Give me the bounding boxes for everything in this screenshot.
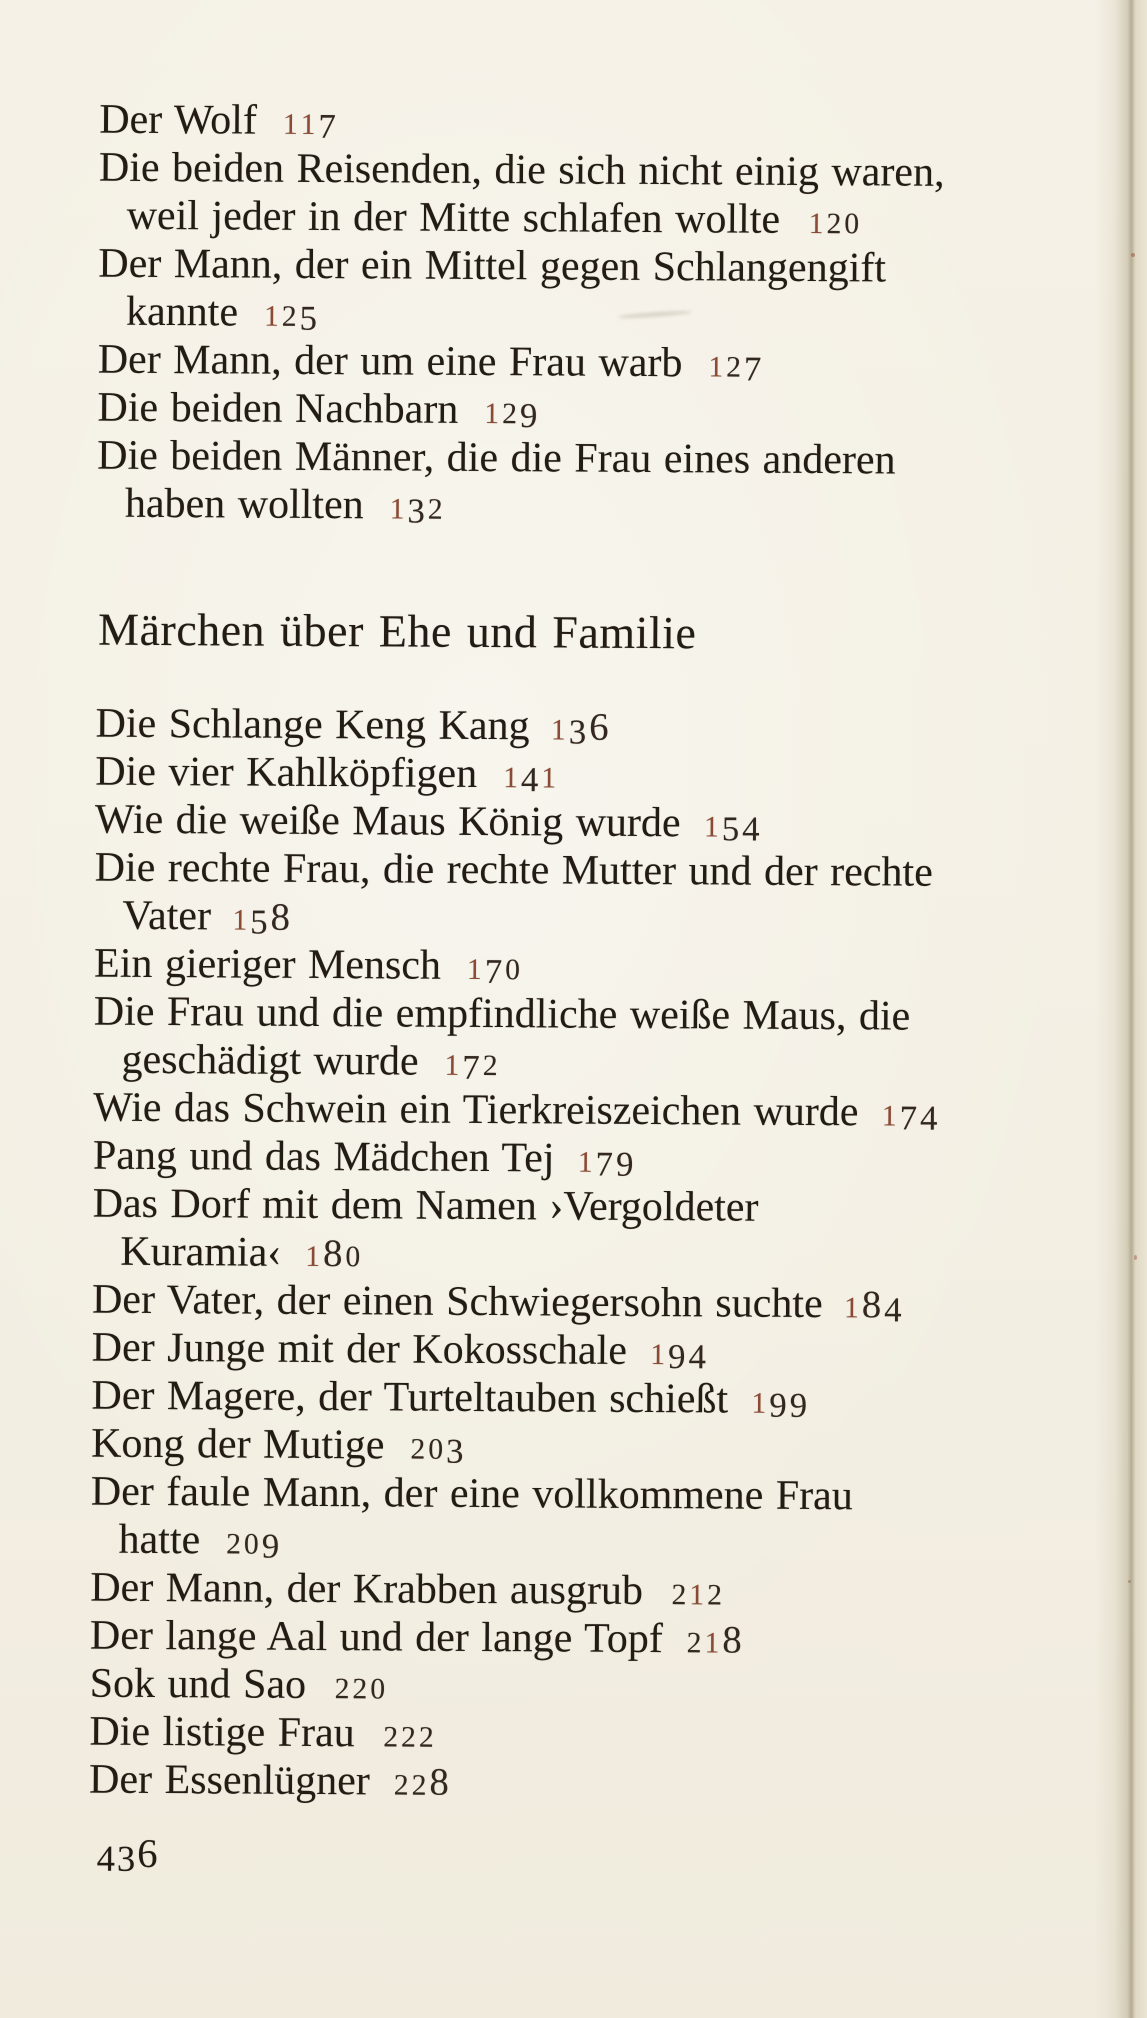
toc-entry-title: Die beiden Männer, die die Frau eines anderen [97,432,896,484]
toc-entry-title: Der faule Mann, der eine vollkommene Frau [90,1468,853,1520]
page-edge [1095,0,1147,2018]
page-number: 180 [305,1232,364,1276]
toc-entry-title: Pang und das Mädchen Tej [92,1132,555,1182]
toc-row [99,96,1065,150]
toc-row [94,892,1060,946]
toc-entry-title: Die Frau und die empfindliche weiße Maus, die [93,988,911,1040]
toc-row [94,940,1060,994]
toc-entry-title: Die beiden Reisenden, die sich nicht einig waren, [98,144,945,196]
toc-entry-title: hatte [118,1516,201,1564]
toc-row [92,1180,1058,1234]
page-number: 141 [503,760,560,800]
page-number: 194 [650,1336,710,1377]
toc-entry-title: Der Wolf [99,96,258,144]
toc-row [97,432,1063,486]
page-number: 125 [263,298,321,338]
toc-entry-title: Der Mann, der um eine Frau warb [97,336,683,387]
footer-page-number: 436 [96,1830,160,1879]
toc-row [99,192,1065,246]
toc-entry-title: haben wollten [124,480,364,529]
toc-row [92,1276,1058,1330]
toc-row [89,1756,1055,1810]
page-number: 212 [671,1579,726,1612]
toc-row [90,1516,1056,1570]
toc-row [98,288,1064,342]
toc-entry-title: Die vier Kahlköpfigen [95,748,478,797]
toc-entry-title: Kuramia‹ [120,1228,282,1276]
page-number: 218 [686,1618,745,1662]
toc-row [92,1228,1058,1282]
toc-entry-title: Sok und Sao [89,1660,307,1708]
page-number: 220 [334,1673,389,1706]
toc-entry-title: geschädigt wurde [121,1036,419,1085]
toc-row [94,988,1060,1042]
toc-row [93,1084,1059,1138]
toc-entry-title: Vater [122,892,212,940]
toc-row [92,1324,1058,1378]
toc-entry-title: Die Schlange Keng Kang [95,700,530,750]
toc-rows [97,96,1066,534]
table-of-contents [89,0,1066,1884]
toc-row [97,480,1063,534]
toc-row [95,700,1061,754]
toc-row [91,1468,1057,1522]
page-number: 184 [843,1283,905,1330]
toc-entry-title: Wie die weiße Maus König wurde [94,796,681,847]
page-number: 120 [808,207,863,241]
page-number: 228 [393,1760,452,1804]
toc-entry-title: Kong der Mutige [91,1420,385,1469]
page-number: 132 [389,491,446,531]
page-number: 136 [550,705,612,752]
page-number: 158 [232,895,294,942]
page-number: 179 [577,1144,637,1184]
toc-rows [89,700,1062,1810]
toc-row [99,144,1065,198]
page-number: 203 [410,1431,467,1471]
toc-row [95,844,1061,898]
toc-entry-title: Das Dorf mit dem Namen ›Vergoldeter [92,1180,759,1231]
toc-entry-title: Der Magere, der Turteltauben schießt [91,1372,729,1423]
page-number: 172 [444,1047,501,1087]
toc-entry-title: Der Mann, der ein Mittel gegen Schlangengift [98,240,887,292]
page-number: 170 [466,951,524,991]
toc-row [91,1420,1057,1474]
toc-entry-title: Die beiden Nachbarn [97,384,459,433]
toc-entry-title: Der Junge mit der Kokosschale [91,1324,628,1374]
toc-entry-title: weil jeder in der Mitte schlafen wollte [126,192,781,243]
toc-row [90,1660,1056,1714]
toc-entry-title: Der Vater, der einen Schwiegersohn suchte [91,1276,823,1328]
page-number: 209 [226,1526,283,1566]
toc-row [98,336,1064,390]
toc-row [98,240,1064,294]
page-number: 174 [881,1098,941,1138]
toc-entry-title: Ein gieriger Mensch [93,940,442,989]
scan-speck [1131,253,1135,257]
toc-row [93,1036,1059,1090]
toc-section-continued [97,96,1066,534]
toc-entry-title: Der lange Aal und der lange Topf [89,1612,663,1663]
toc-entry-title: Die listige Frau [89,1708,355,1757]
toc-entry-title: Die rechte Frau, die rechte Mutter und der rechte [94,844,933,896]
toc-entry-title: Der Mann, der Krabben ausgrub [90,1564,644,1614]
page-number: 127 [708,349,765,389]
toc-entry-title: Wie das Schwein ein Tierkreiszeichen wurde [93,1084,859,1136]
scan-speck [1134,1255,1137,1260]
toc-row [90,1564,1056,1618]
toc-row [97,384,1063,438]
toc-row [90,1612,1056,1666]
page-number: 129 [484,396,541,436]
toc-row [95,796,1061,850]
page-number: 199 [751,1385,811,1425]
page-number: 154 [703,809,763,849]
page-number: 117 [282,106,339,146]
page-number: 222 [383,1721,437,1754]
toc-row [91,1372,1057,1426]
toc-section-ehe-und-familie [89,600,1062,1810]
scan-speck [1128,1580,1131,1583]
toc-entry-title: kannte [125,288,239,336]
toc-entry-title: Der Essenlügner [88,1756,371,1805]
section-heading: Märchen über Ehe und Familie [97,603,697,659]
toc-row [89,1708,1055,1762]
